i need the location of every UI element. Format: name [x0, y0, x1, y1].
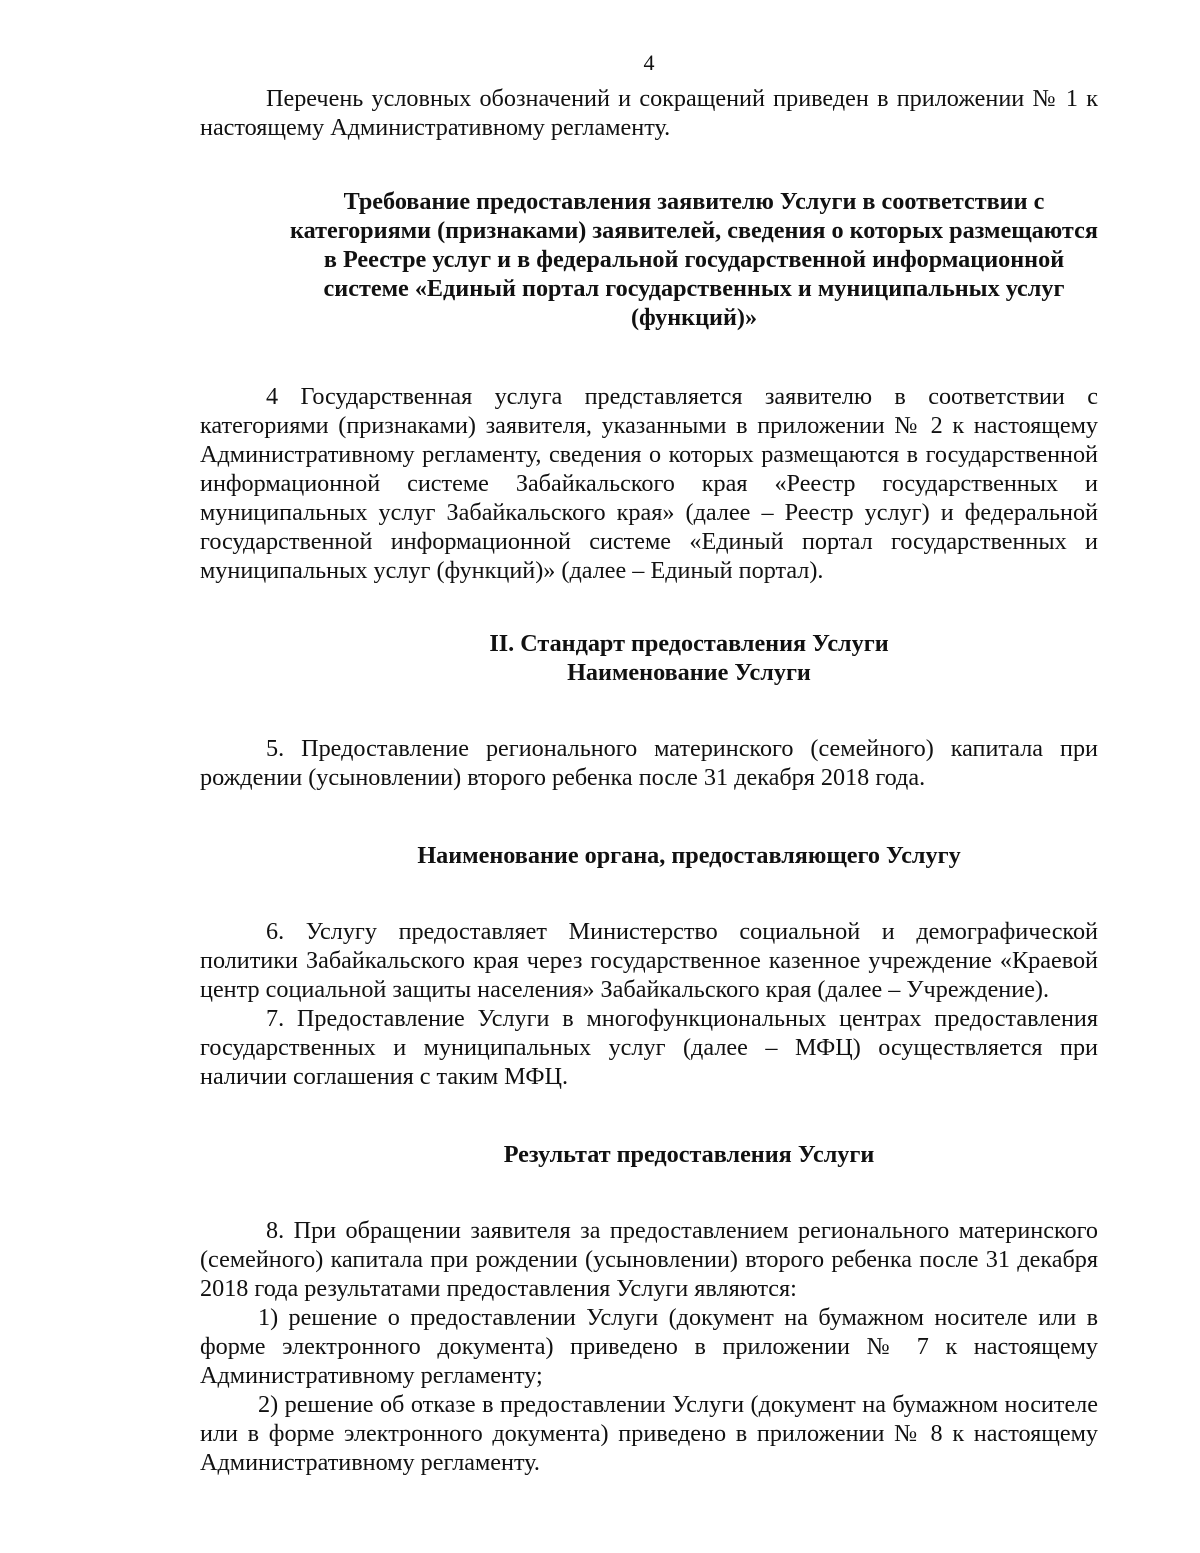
paragraph-4: 4 Государственная услуга представляется заявителю в соответствии с категориями (признаками) заявителя, указанными в приложении № 2 к настоящему Административному регламенту, сведения о которых размещаются в государственной информационной системе Забайкальского края «Реестр государственных и муниципальных услуг Забайкальского края» (далее – Реестр услуг) и федеральной государственной информационной системе «Единый портал государственных и муниципальных услуг (функций)» (далее – Единый портал). [200, 383, 1098, 584]
paragraph-8: 8. При обращении заявителя за предоставлением регионального материнского (семейного) капитала при рождении (усыновлении) второго ребенка после 31 декабря 2018 года результатами предоставления Услуги являются: [200, 1217, 1098, 1302]
heading-providing-organ: Наименование органа, предоставляющего Услугу [417, 842, 961, 869]
page-number: 4 [643, 50, 655, 75]
paragraph-6: 6. Услугу предоставляет Министерство социальной и демографической политики Забайкальского края через государственное казенное учреждение «Краевой центр социальной защиты населения» Забайкальского края (далее – Учреждение). [200, 918, 1098, 1003]
paragraph-7: 7. Предоставление Услуги в многофункциональных центрах предоставления государственных и муниципальных услуг (далее – МФЦ) осуществляется при наличии соглашения с таким МФЦ. [200, 1005, 1098, 1090]
heading-applicant-requirement: Требование предоставления заявителю Услуги в соответствии с категориями (признаками) заявителей, сведения о которых размещаются в Реестре услуг и в федеральной государственной информационной системе «Единый портал государственных и муниципальных услуг (функций)» [290, 188, 1098, 331]
paragraph-5: 5. Предоставление регионального материнского (семейного) капитала при рождении (усыновлении) второго ребенка после 31 декабря 2018 года. [200, 735, 1098, 791]
page-content [200, 84, 1098, 1477]
intro-paragraph: Перечень условных обозначений и сокращений приведен в приложении № 1 к настоящему Административному регламенту. [200, 85, 1098, 141]
result-item-2: 2) решение об отказе в предоставлении Услуги (документ на бумажном носителе или в форме электронного документа) приведено в приложении № 8 к настоящему Административному регламенту. [200, 1391, 1098, 1476]
heading-service-result: Результат предоставления Услуги [503, 1141, 875, 1168]
heading-service-name: Наименование Услуги [567, 659, 811, 686]
section-title: II. Стандарт предоставления Услуги [489, 630, 889, 657]
result-item-1: 1) решение о предоставлении Услуги (документ на бумажном носителе или в форме электронного документа) приведено в приложении № 7 к настоящему Административному регламенту; [200, 1304, 1098, 1389]
